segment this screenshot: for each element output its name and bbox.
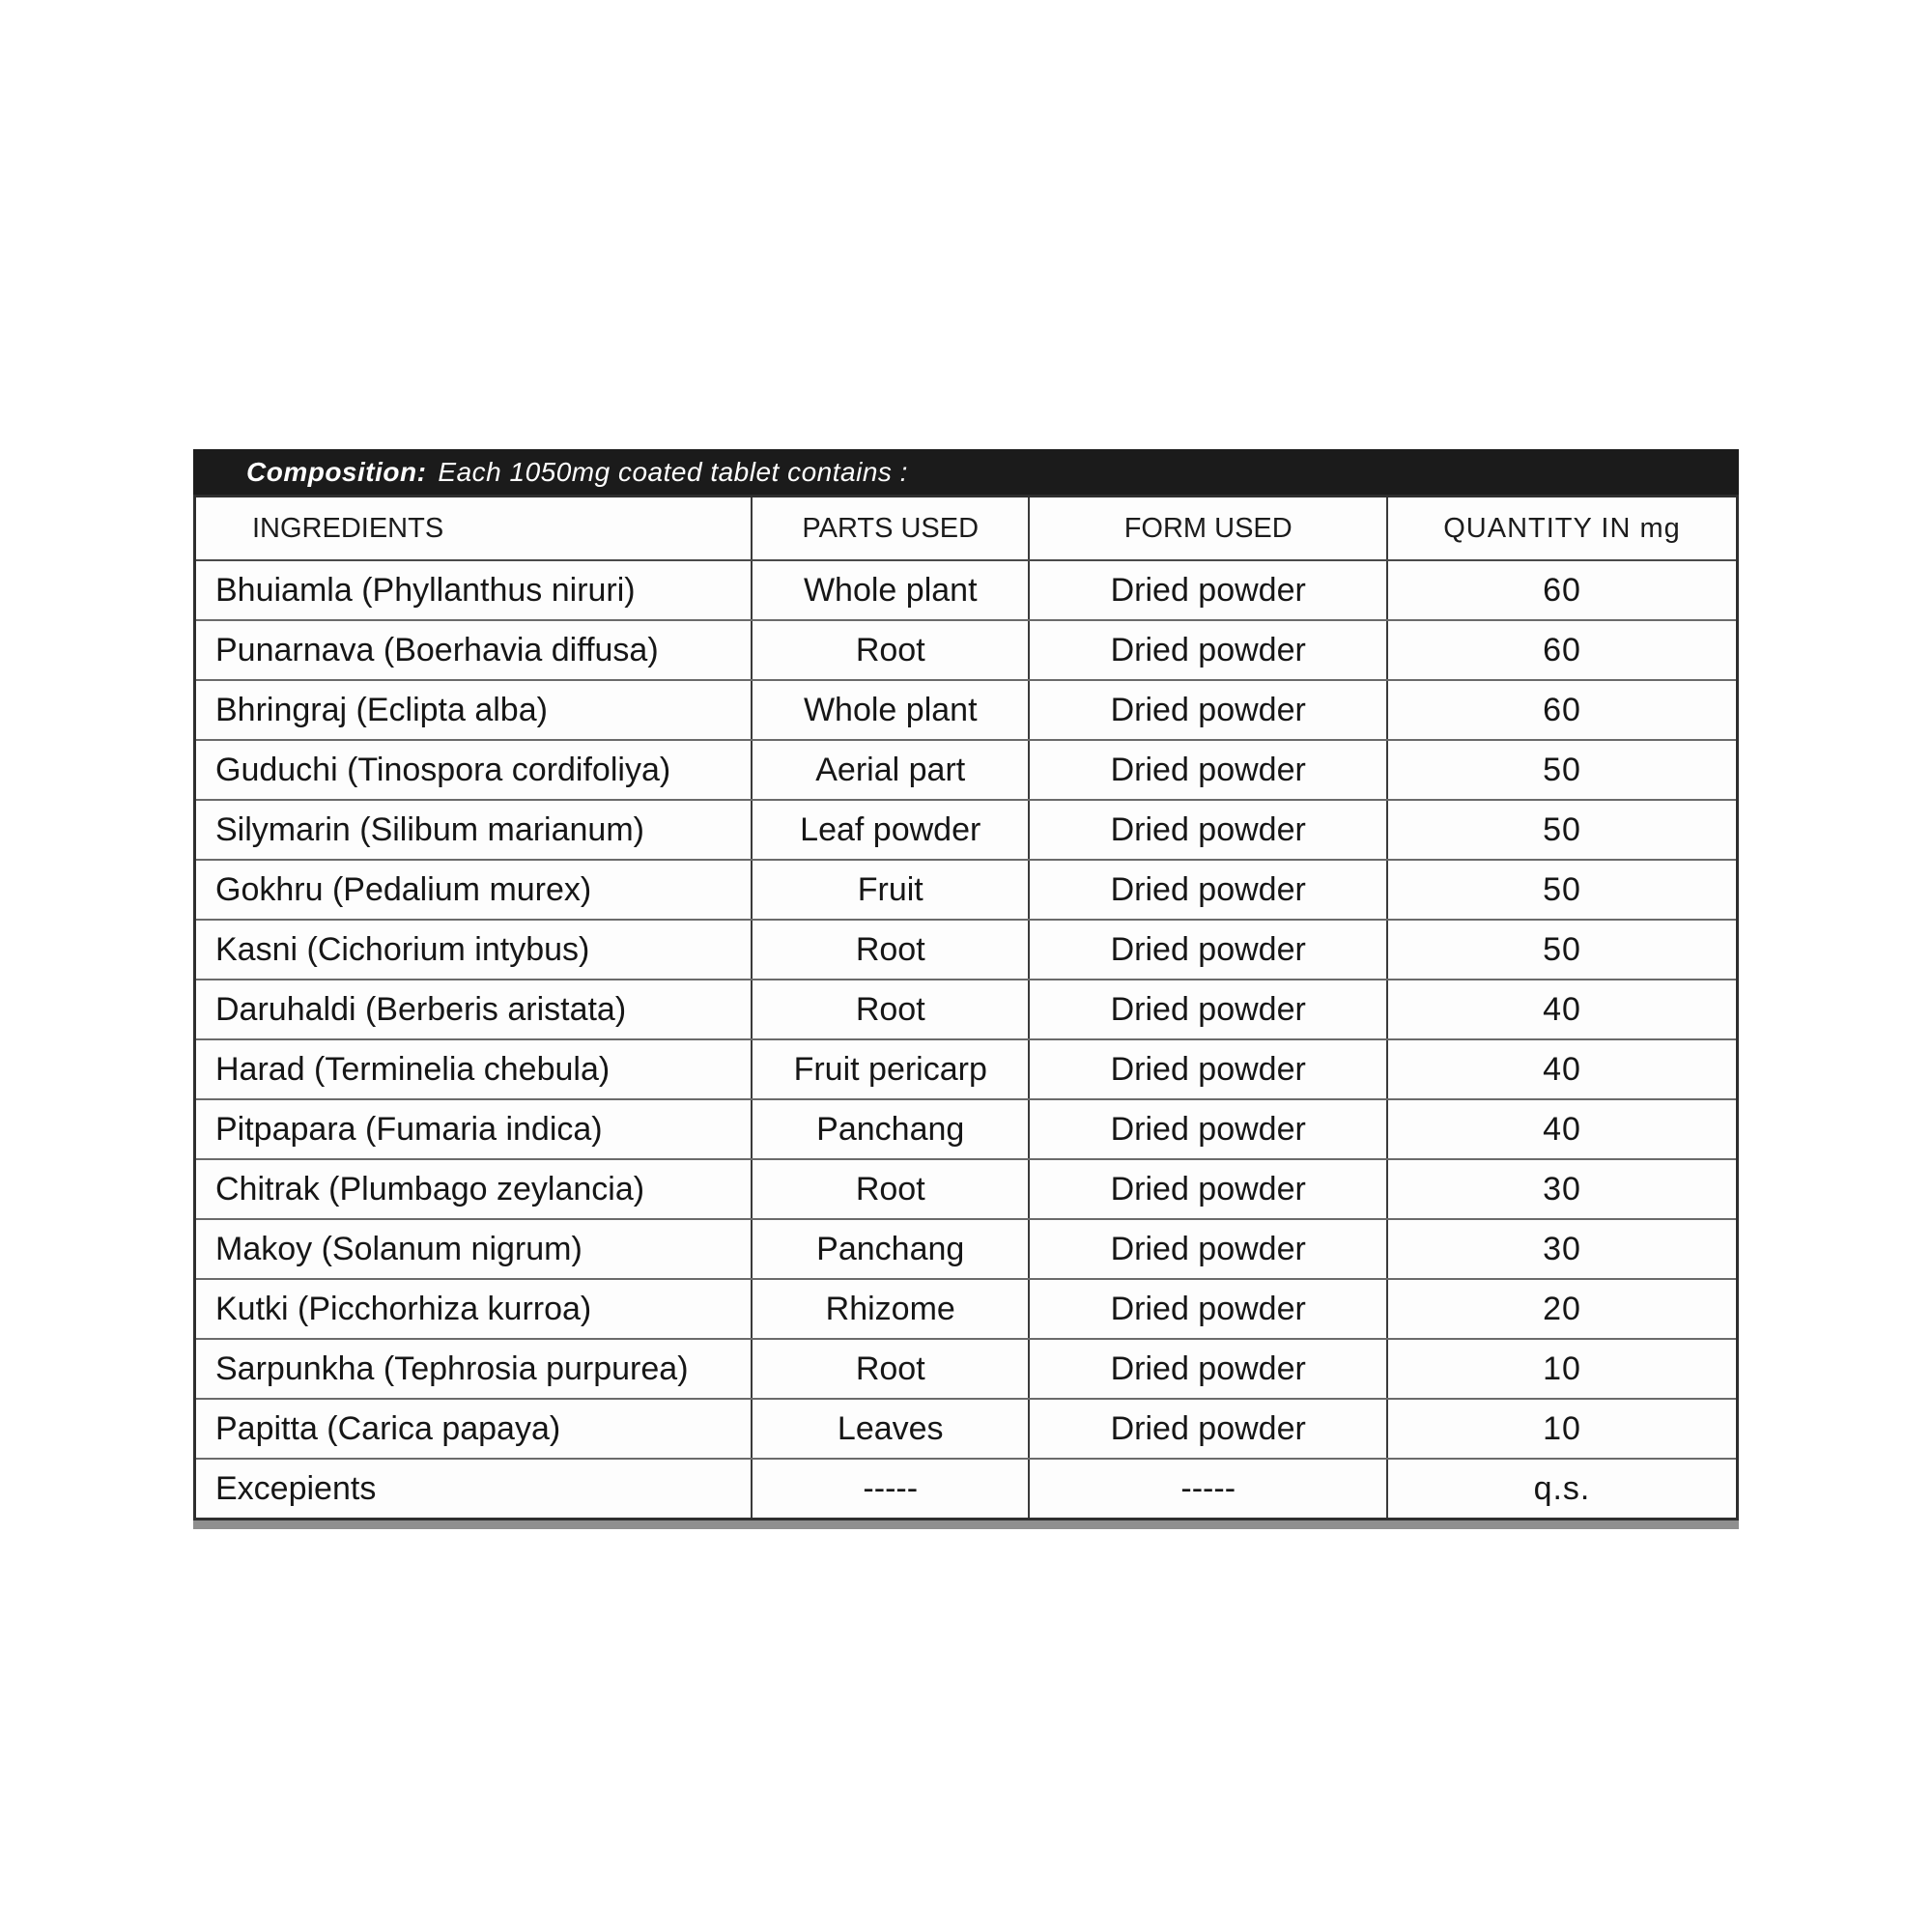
- part-used-cell: Panchang: [752, 1219, 1029, 1279]
- part-used-cell: Whole plant: [752, 680, 1029, 740]
- form-used-cell: Dried powder: [1029, 620, 1387, 680]
- quantity-cell: 10: [1387, 1399, 1738, 1459]
- quantity-cell: 30: [1387, 1219, 1738, 1279]
- form-used-cell: Dried powder: [1029, 980, 1387, 1039]
- ingredient-cell: Chitrak (Plumbago zeylancia): [195, 1159, 753, 1219]
- form-used-cell: Dried powder: [1029, 740, 1387, 800]
- quantity-cell: 60: [1387, 680, 1738, 740]
- header-row: [195, 497, 1738, 561]
- ingredient-cell: Kutki (Picchorhiza kurroa): [195, 1279, 753, 1339]
- quantity-cell: 20: [1387, 1279, 1738, 1339]
- ingredient-cell: Silymarin (Silibum marianum): [195, 800, 753, 860]
- form-used-cell: Dried powder: [1029, 1279, 1387, 1339]
- quantity-cell: 30: [1387, 1159, 1738, 1219]
- quantity-cell: 40: [1387, 980, 1738, 1039]
- table-row: [195, 1459, 1738, 1520]
- ingredient-cell: Guduchi (Tinospora cordifoliya): [195, 740, 753, 800]
- form-used-cell: Dried powder: [1029, 1039, 1387, 1099]
- table-row: [195, 1339, 1738, 1399]
- ingredient-cell: Excepients: [195, 1459, 753, 1520]
- form-used-cell: -----: [1029, 1459, 1387, 1520]
- table-row: [195, 740, 1738, 800]
- ingredient-cell: Daruhaldi (Berberis aristata): [195, 980, 753, 1039]
- form-used-cell: Dried powder: [1029, 1399, 1387, 1459]
- part-used-cell: Root: [752, 620, 1029, 680]
- col-header-form-used: FORM USED: [1029, 497, 1387, 561]
- ingredient-cell: Kasni (Cichorium intybus): [195, 920, 753, 980]
- table-row: [195, 920, 1738, 980]
- part-used-cell: Root: [752, 920, 1029, 980]
- quantity-cell: 50: [1387, 800, 1738, 860]
- part-used-cell: Leaf powder: [752, 800, 1029, 860]
- part-used-cell: Root: [752, 1339, 1029, 1399]
- ingredient-cell: Pitpapara (Fumaria indica): [195, 1099, 753, 1159]
- form-used-cell: Dried powder: [1029, 1099, 1387, 1159]
- form-used-cell: Dried powder: [1029, 1159, 1387, 1219]
- part-used-cell: Aerial part: [752, 740, 1029, 800]
- table-row: [195, 860, 1738, 920]
- composition-title-text: Each 1050mg coated tablet contains :: [438, 456, 908, 487]
- col-header-parts-used: PARTS USED: [752, 497, 1029, 561]
- table-row: [195, 1399, 1738, 1459]
- form-used-cell: Dried powder: [1029, 1339, 1387, 1399]
- quantity-cell: 50: [1387, 920, 1738, 980]
- col-header-quantity-mg: QUANTITY IN mg: [1387, 497, 1738, 561]
- part-used-cell: Fruit pericarp: [752, 1039, 1029, 1099]
- composition-title-label: Composition:: [246, 456, 427, 487]
- ingredient-cell: Papitta (Carica papaya): [195, 1399, 753, 1459]
- form-used-cell: Dried powder: [1029, 680, 1387, 740]
- quantity-cell: 60: [1387, 560, 1738, 620]
- table-row: [195, 680, 1738, 740]
- ingredient-cell: Bhringraj (Eclipta alba): [195, 680, 753, 740]
- part-used-cell: Rhizome: [752, 1279, 1029, 1339]
- table-row: [195, 560, 1738, 620]
- table-row: [195, 800, 1738, 860]
- table-row: [195, 1159, 1738, 1219]
- table-body: [195, 560, 1738, 1520]
- table-row: [195, 620, 1738, 680]
- part-used-cell: Root: [752, 1159, 1029, 1219]
- quantity-cell: 10: [1387, 1339, 1738, 1399]
- ingredient-cell: Makoy (Solanum nigrum): [195, 1219, 753, 1279]
- quantity-cell: q.s.: [1387, 1459, 1738, 1520]
- quantity-cell: 50: [1387, 860, 1738, 920]
- table-bottom-shadow: [193, 1520, 1739, 1529]
- quantity-cell: 40: [1387, 1099, 1738, 1159]
- part-used-cell: Fruit: [752, 860, 1029, 920]
- table-row: [195, 980, 1738, 1039]
- quantity-cell: 60: [1387, 620, 1738, 680]
- quantity-cell: 40: [1387, 1039, 1738, 1099]
- part-used-cell: Root: [752, 980, 1029, 1039]
- table-row: [195, 1219, 1738, 1279]
- form-used-cell: Dried powder: [1029, 800, 1387, 860]
- form-used-cell: Dried powder: [1029, 920, 1387, 980]
- ingredient-cell: Sarpunkha (Tephrosia purpurea): [195, 1339, 753, 1399]
- form-used-cell: Dried powder: [1029, 560, 1387, 620]
- part-used-cell: -----: [752, 1459, 1029, 1520]
- part-used-cell: Panchang: [752, 1099, 1029, 1159]
- table-row: [195, 1039, 1738, 1099]
- ingredient-cell: Gokhru (Pedalium murex): [195, 860, 753, 920]
- ingredient-cell: Bhuiamla (Phyllanthus niruri): [195, 560, 753, 620]
- composition-table: [193, 495, 1739, 1520]
- part-used-cell: Leaves: [752, 1399, 1029, 1459]
- table-row: [195, 1099, 1738, 1159]
- col-header-ingredients: INGREDIENTS: [195, 497, 753, 561]
- table-row: [195, 1279, 1738, 1339]
- composition-title-bar: [193, 449, 1739, 495]
- composition-table-container: [193, 449, 1739, 1529]
- table-header: [195, 497, 1738, 561]
- part-used-cell: Whole plant: [752, 560, 1029, 620]
- quantity-cell: 50: [1387, 740, 1738, 800]
- form-used-cell: Dried powder: [1029, 860, 1387, 920]
- ingredient-cell: Punarnava (Boerhavia diffusa): [195, 620, 753, 680]
- ingredient-cell: Harad (Terminelia chebula): [195, 1039, 753, 1099]
- form-used-cell: Dried powder: [1029, 1219, 1387, 1279]
